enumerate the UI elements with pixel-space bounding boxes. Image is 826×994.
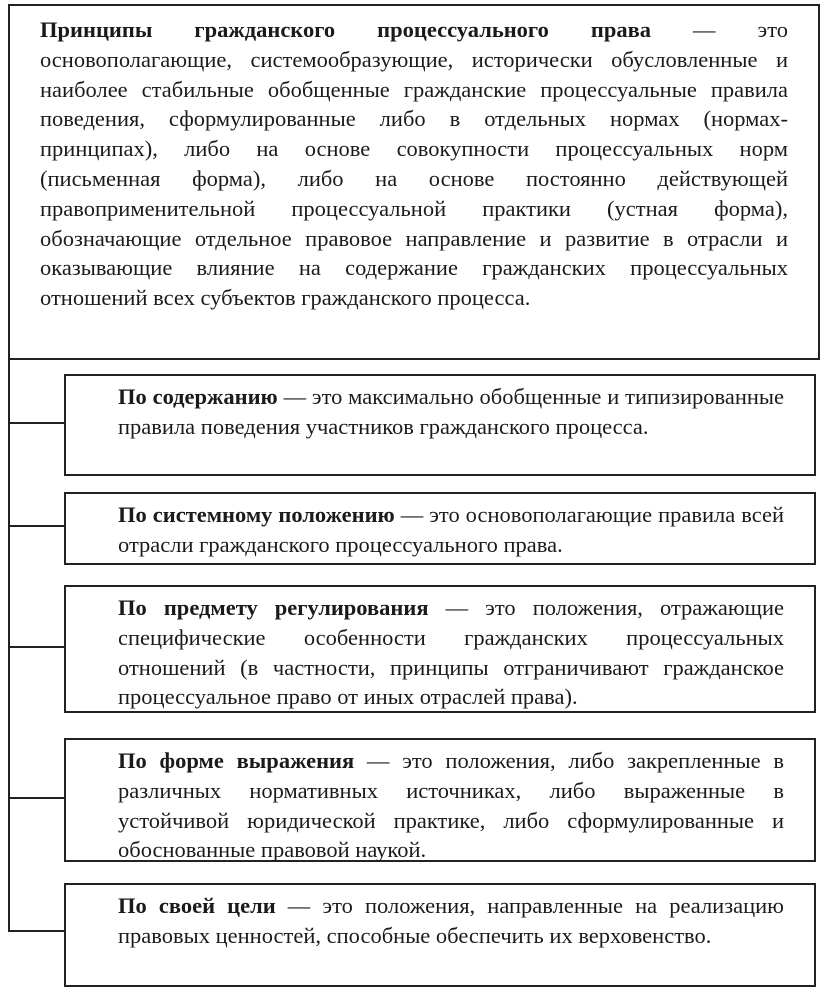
criterion-definition: — это основополагающие правила всей отрасли гражданского процессуального права.	[118, 502, 784, 557]
connector-branch-content	[8, 422, 66, 424]
connector-branch-system-position	[8, 525, 66, 527]
criterion-term: По своей цели	[118, 893, 276, 918]
criterion-box-purpose	[64, 883, 816, 987]
criterion-term: По содержанию	[118, 384, 278, 409]
connector-branch-regulation-subject	[8, 646, 66, 648]
criterion-definition: — это положения, либо закрепленные в различных нормативных источниках, либо выраженные в устойчивой юридической практике, либо сформулированные и обоснованные правовой наукой.	[118, 748, 784, 863]
criterion-definition: — это положения, направленные на реализацию правовых ценностей, способные обеспечить их верховенство.	[118, 893, 784, 948]
principles-definition-box	[8, 4, 820, 360]
criterion-box-expression-form	[64, 738, 816, 862]
principles-definition-text: — это основополагающие, системообразующие, исторически обусловленные и наиболее стабильные обобщенные гражданские процессуальные правила поведения, сформулированные либо в отдельных нормах (нормах-принципах), либо на основе совокупности процессуальных норм (письменная форма), либо на основе постоянно действующей правоприменительной процессуальной практики (устная форма), обозначающие отдельное правовое направление и развитие в отрасли и оказывающие влияние на содержание гражданских процессуальных отношений всех субъектов гражданского процесса.	[40, 17, 788, 311]
principles-term: Принципы гражданского процессуального права	[40, 17, 651, 42]
connector-branch-purpose	[8, 930, 66, 932]
connector-branch-expression-form	[8, 797, 66, 799]
connector-trunk-line	[8, 358, 10, 932]
criterion-definition: — это положения, отражающие специфические особенности гражданских процессуальных отношений (в частности, принципы отграничивают гражданское процессуальное право от иных отраслей права).	[118, 595, 784, 710]
criterion-box-content	[64, 374, 816, 476]
criterion-term: По форме выражения	[118, 748, 355, 773]
criterion-box-system-position	[64, 492, 816, 565]
criterion-term: По системному положению	[118, 502, 395, 527]
criterion-box-regulation-subject	[64, 585, 816, 713]
criterion-definition: — это максимально обобщенные и типизированные правила поведения участников гражданского процесса.	[118, 384, 784, 439]
criterion-term: По предмету регулирования	[118, 595, 429, 620]
